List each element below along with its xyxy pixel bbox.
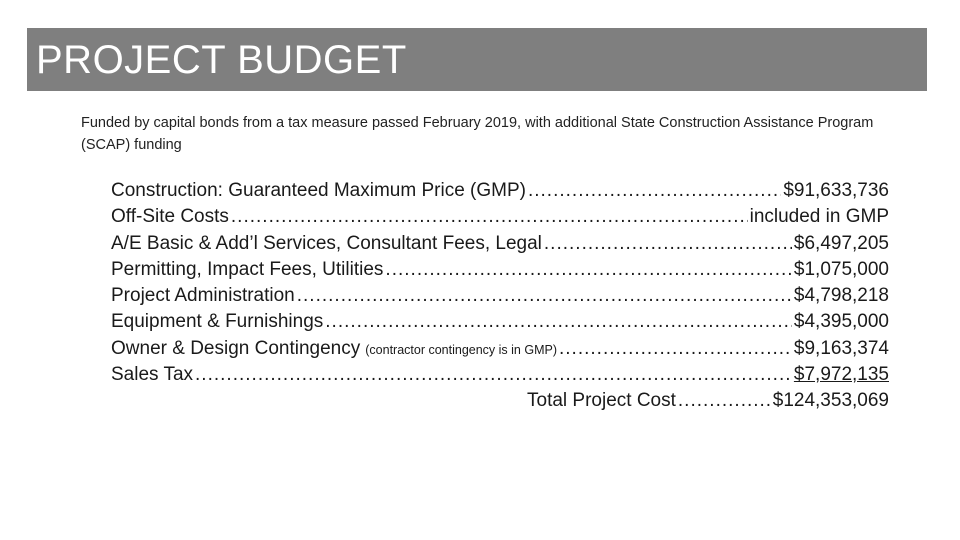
budget-row-sales-tax — [111, 364, 889, 390]
budget-item-label: Project Administration — [111, 285, 295, 307]
page-title: PROJECT BUDGET — [36, 38, 407, 82]
total-amount: $124,353,069 — [772, 390, 889, 412]
budget-row-contingency — [111, 338, 889, 364]
budget-row-construction — [111, 180, 889, 206]
dot-leader — [297, 285, 792, 307]
budget-item-label: Owner & Design Contingency — [111, 337, 361, 359]
budget-item-label: Permitting, Impact Fees, Utilities — [111, 258, 384, 280]
budget-item-label: Construction: Guaranteed Maximum Price (GMP) — [111, 180, 526, 201]
budget-row-administration — [111, 285, 889, 311]
dot-leader — [385, 259, 791, 281]
funding-description: Funded by capital bonds from a tax measure passed February 2019, with additional State Construction Assistance Program (SCAP) funding — [81, 115, 874, 153]
budget-item-amount: $6,497,205 — [793, 232, 889, 254]
budget-item-amount: included in GMP — [749, 206, 889, 228]
budget-item-label: Off-Site Costs — [111, 206, 229, 228]
dot-leader — [528, 180, 781, 202]
budget-item-amount: $1,075,000 — [793, 258, 889, 280]
budget-row-equipment — [111, 311, 889, 337]
budget-item-amount: $4,395,000 — [793, 311, 889, 333]
budget-item-note: (contractor contingency is in GMP) — [365, 342, 557, 357]
budget-item-label: Sales Tax — [111, 364, 194, 386]
budget-table — [111, 180, 889, 417]
dot-leader — [231, 206, 748, 228]
budget-row-ae-services — [111, 233, 889, 259]
budget-item-label: Equipment & Furnishings — [111, 311, 324, 333]
budget-item-label: A/E Basic & Add’l Services, Consultant Fees, Legal — [111, 232, 542, 254]
total-label: Total Project Cost — [527, 390, 676, 412]
title-bar — [27, 28, 927, 91]
budget-row-permitting — [111, 259, 889, 285]
dot-leader — [559, 338, 792, 360]
budget-row-offsite — [111, 206, 889, 232]
budget-item-amount: $91,633,736 — [783, 180, 889, 201]
budget-item-amount: $7,972,135 — [793, 364, 889, 386]
dot-leader — [544, 233, 792, 255]
budget-item-amount: $4,798,218 — [793, 285, 889, 307]
dot-leader — [195, 364, 792, 386]
budget-total-row — [111, 390, 889, 416]
dot-leader — [325, 311, 792, 333]
dot-leader — [678, 390, 771, 412]
budget-item-amount: $9,163,374 — [793, 337, 889, 359]
